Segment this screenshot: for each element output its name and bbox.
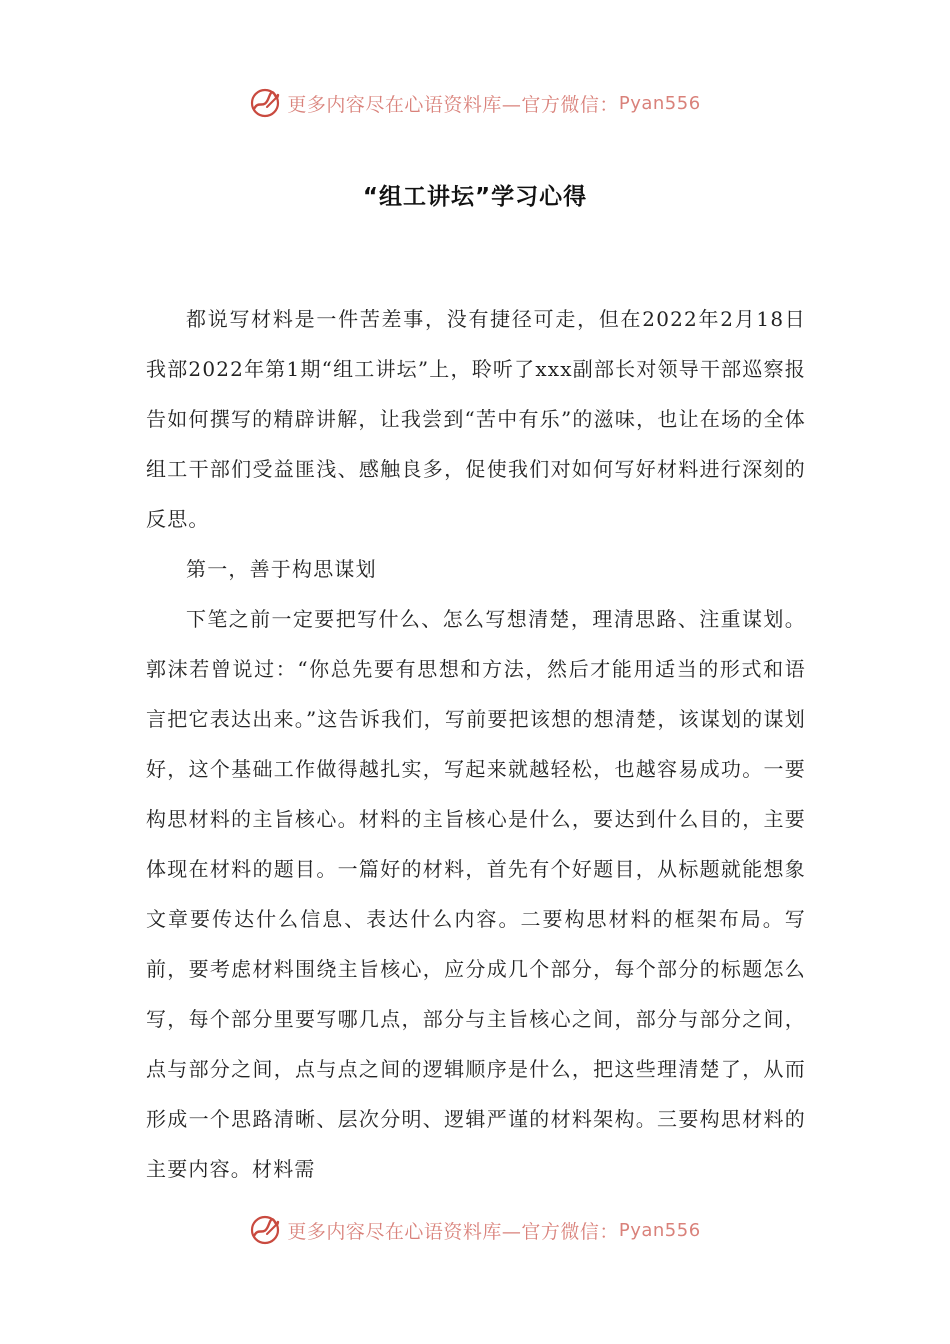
document-body [146,294,806,1194]
signature-pen-logo [249,1214,281,1246]
watermark-text: 更多内容尽在心语资料库—官方微信： [287,93,619,116]
paragraph-section-1: 下笔之前一定要把写什么、怎么写想清楚，理清思路、注重谋划。郭沫若曾说过：“你总先要有思想和方法，然后才能用适当的形式和语言把它表达出来。”这告诉我们，写前要把该想的想清楚，该谋划的谋划好，这个基础工作做得越扎实，写起来就越轻松，也越容易成功。一要构思材料的主旨核心。材料的主旨核心是什么，要达到什么目的，主要体现在材料的题目。一篇好的材料，首先有个好题目，从标题就能想象文章要传达什么信息、表达什么内容。二要构思材料的框架布局。写前，要考虑材料围绕主旨核心，应分成几个部分，每个部分的标题怎么写，每个部分里要写哪几点，部分与主旨核心之间，部分与部分之间，点与部分之间，点与点之间的逻辑顺序是什么，把这些理清楚了，从而形成一个思路清晰、层次分明、逻辑严谨的材料架构。三要构思材料的主要内容。材料需 [146,607,806,1181]
watermark-text: 更多内容尽在心语资料库—官方微信： [287,1220,619,1243]
paragraph-intro: 都说写材料是一件苦差事，没有捷径可走，但在2022年2月18日我部2022年第1期“组工讲坛”上，聆听了xxx副部长对领导干部巡察报告如何撰写的精辟讲解，让我尝到“苦中有乐”的滋味，也让在场的全体组工干部们受益匪浅、感触良多，促使我们对如何写好材料进行深刻的反思。 [146,307,806,531]
section-heading-1: 第一，善于构思谋划 [186,557,377,581]
signature-pen-logo [249,87,281,119]
header-watermark [0,85,950,121]
footer-watermark [0,1212,950,1248]
watermark-handle: Pyan556 [618,1219,701,1241]
document-title: “组工讲坛”学习心得 [362,184,588,210]
watermark-handle: Pyan556 [618,92,701,114]
